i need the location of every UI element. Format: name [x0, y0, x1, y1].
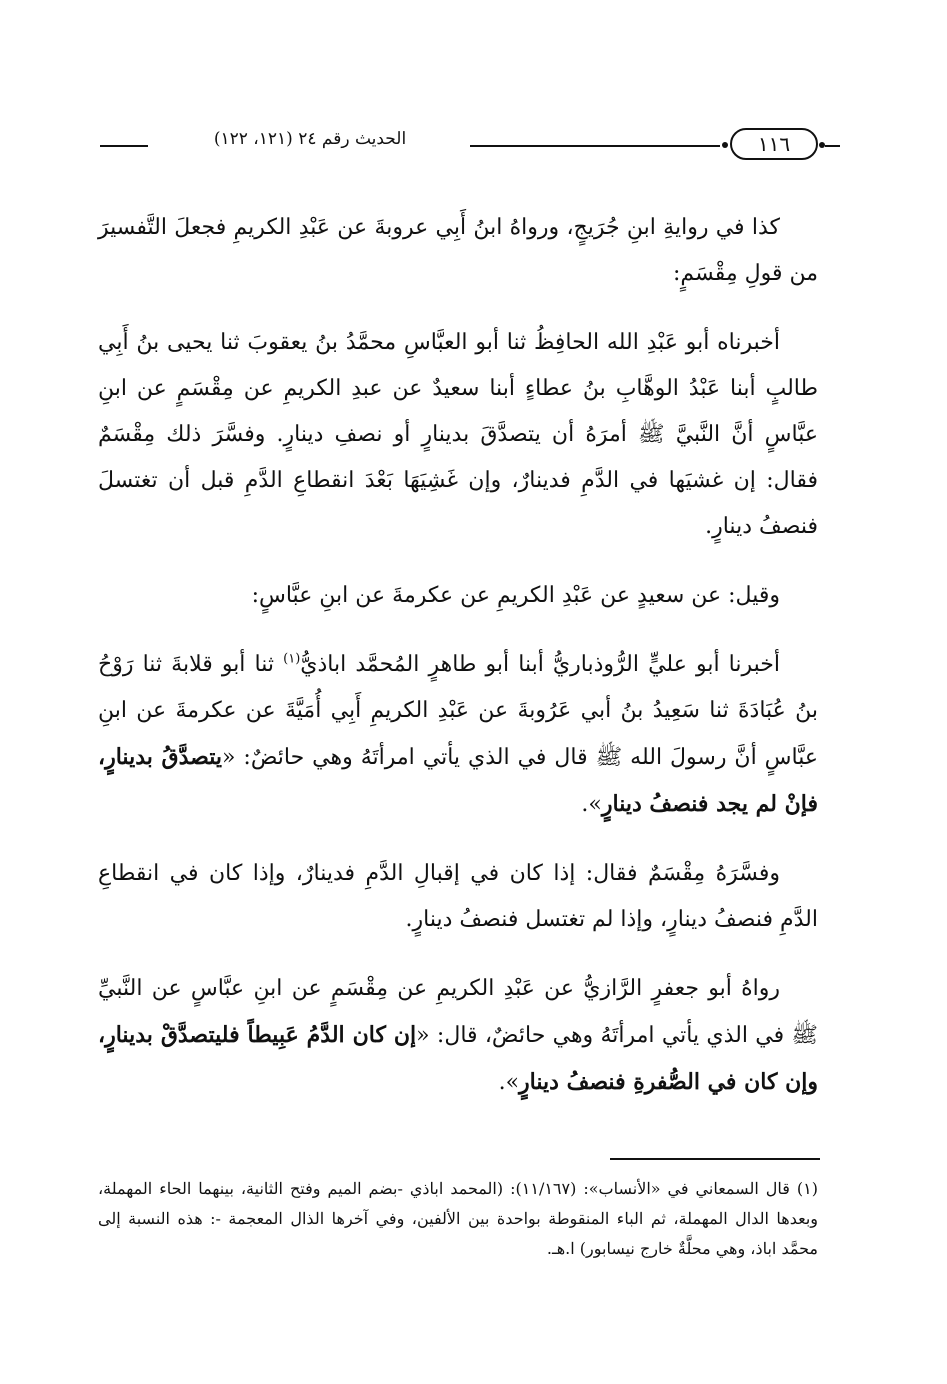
paragraph: كذا في روايةِ ابنِ جُرَيجٍ، ورواهُ ابنُ أَبِي عروبةَ عن عَبْدِ الكريمِ فجعلَ التَّفسيرَ من قولِ مِقْسَمٍ: [98, 215, 818, 286]
paragraph: أخبرناه أبو عَبْدِ الله الحافِظُ ثنا أبو العبَّاسِ محمَّدُ بنُ يعقوبَ ثنا يحيى بنُ أَبِي طالبٍ أبنا عَبْدُ الوهَّابِ بنُ عطاءٍ أبنا سعيدٌ عن عبدِ الكريمِ عن مِقْسَمٍ عن ابنِ عبَّاسٍ أنَّ النَّبيَّ ﷺ أمرَهُ أن يتصدَّقَ بدينارٍ أو نصفِ دينارٍ. وفسَّرَ ذلك مِقْسَمٌ فقال: إن غشيَها في الدَّمِ فدينارٌ، وإن غَشِيَهَا بَعْدَ انقطاعِ الدَّمِ قبل أن تغتسلَ فنصفُ دينارٍ. [98, 330, 818, 539]
paragraph [98, 642, 818, 828]
header-ornament-dot [722, 142, 728, 148]
paragraph: وفسَّرَهُ مِقْسَمٌ فقال: إذا كان في إقبالِ الدَّمِ فدينارٌ، وإذا كان في انقطاعِ الدَّمِ فنصفُ دينارٍ، وإذا لم تغتسل فنصفُ دينارٍ. [98, 861, 818, 932]
header-rule-right [825, 145, 840, 147]
hadith-quote: إن كان الدَّمُ عَبِيطاً فليتصدَّقْ بدينارٍ، وإن كان في الصُّفرةِ فنصفُ دينارٍ [98, 1022, 818, 1095]
header-rule-middle [470, 145, 720, 147]
paragraph-text: أخبرنا أبو عليٍّ الرُّوذباريُّ أبنا أبو طاهرٍ المُحمَّد اباذيُّ [300, 652, 780, 677]
page-number: ١١٦ [730, 128, 818, 160]
footnote-separator [610, 1158, 820, 1160]
main-text [98, 205, 818, 1129]
header-rule-left [100, 145, 148, 147]
paragraph-text: ثنا أبو قلابةَ ثنا رَوْحُ بنُ عُبَادَةَ ثنا سَعِيدُ بنُ أبي عَرُوبةَ عن عَبْدِ الكريمِ أَبِي أُمَيَّةَ عن عكرمةَ عن ابنِ عبَّاسٍ أنَّ رسولَ الله ﷺ قال في الذي يأتي امرأتَهُ وهي حائضٌ: « [98, 652, 818, 770]
hadith-quote: يتصدَّقُ بدينارٍ، فإنْ لم يجد فنصفُ دينارٍ [98, 744, 818, 817]
paragraph [98, 966, 818, 1106]
footnote: (١) قال السمعاني في «الأنساب»: (١١/١٦٧): (المحمد اباذي -بضم الميم وفتح الثانية، بينهما الحاء المهملة، وبعدها الدال المهملة، ثم الباء المنقوطة بواحدة بين الألفين، وفي آخرها الذال المعجمة -: هذه النسبة إلى محمَّد اباذ، وهي محلَّةٌ خارج نيسابور) ا.هـ. [98, 1179, 818, 1258]
paragraph-text: ». [498, 1070, 520, 1095]
paragraph-text: ». [581, 792, 602, 817]
footnote-ref: (١) [283, 651, 301, 667]
paragraph-text: رواهُ أبو جعفرٍ الرَّازيُّ عن عَبْدِ الكريمِ عن مِقْسَمٍ عن ابنِ عبَّاسٍ عن النَّبيِّ ﷺ في الذي يأتي امرأتَهُ وهي حائضٌ، قال: « [98, 976, 818, 1048]
running-title: الحديث رقم ٢٤ (١٢١، ١٢٢) [213, 129, 407, 149]
page-header [100, 122, 840, 168]
paragraph: وقيل: عن سعيدٍ عن عَبْدِ الكريمِ عن عكرمةَ عن ابنِ عبَّاسٍ: [251, 583, 780, 608]
